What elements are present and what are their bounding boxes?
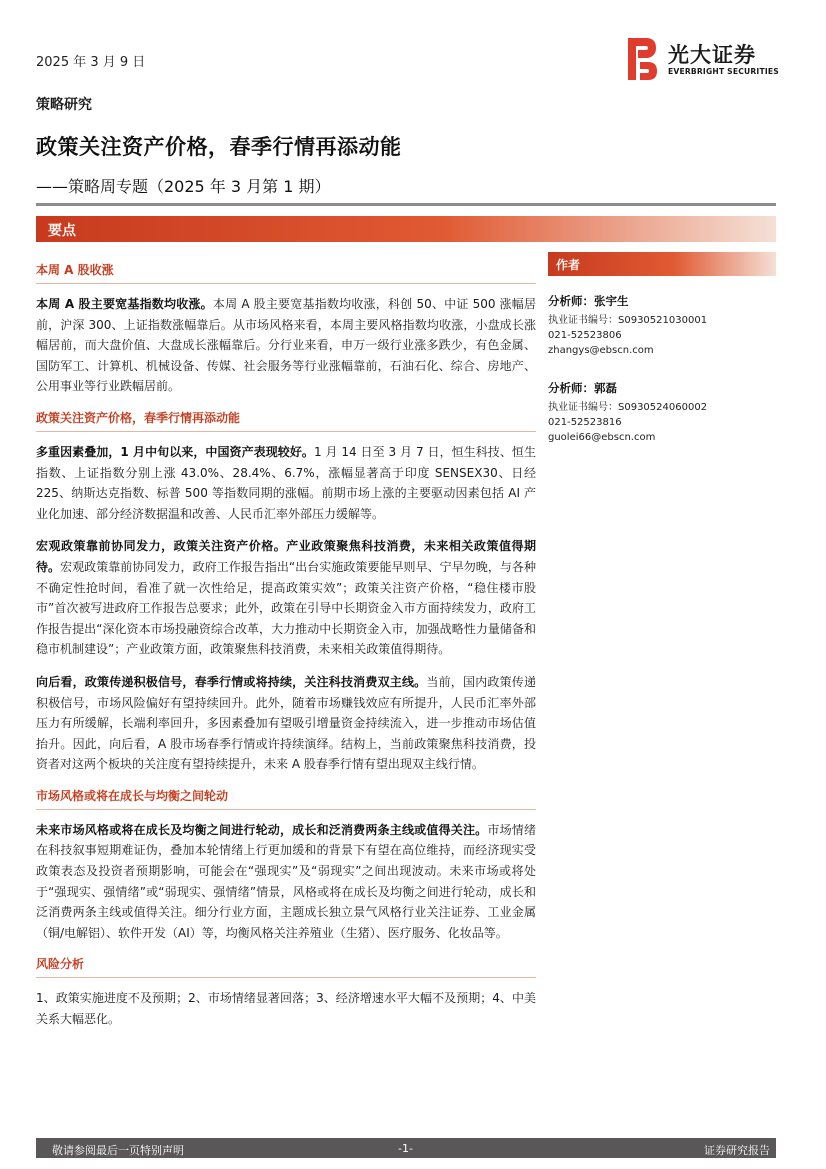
analyst-card	[548, 293, 776, 358]
section	[36, 955, 536, 1029]
section	[36, 787, 536, 944]
page-number: -1-	[398, 1142, 413, 1155]
paragraph	[36, 442, 536, 524]
report-title: 政策关注资产价格，春季行情再添动能	[36, 135, 402, 159]
section-heading: 风险分析	[36, 955, 536, 978]
analyst-email[interactable]: zhangys@ebscn.com	[548, 345, 654, 356]
analyst-name: 分析师：郭磊	[548, 381, 617, 395]
main-content	[36, 261, 536, 1042]
report-date: 2025 年 3 月 9 日	[36, 55, 146, 70]
logo-text-en: EVERBRIGHT SECURITIES	[668, 67, 779, 76]
section	[36, 261, 536, 397]
analyst-phone: 021-52523806	[548, 330, 622, 341]
author-band	[548, 252, 776, 276]
logo-text-cn: 光大证券	[668, 43, 756, 67]
summary-band-label: 要点	[48, 223, 76, 239]
company-logo	[626, 36, 786, 82]
paragraph	[36, 536, 536, 660]
page-footer	[36, 1138, 776, 1158]
analyst-license: 执业证书编号：S0930524060002	[548, 402, 708, 413]
paragraph-lead: 未来市场风格或将在成长及均衡之间进行轮动，成长和泛消费两条主线或值得关注。	[36, 822, 488, 837]
report-category: 策略研究	[36, 97, 92, 113]
paragraph	[36, 294, 536, 397]
paragraph-text: 当前，国内政策传递积极信号，市场风险偏好有望持续回升。此外，随着市场赚钱效应有所提升，人民币汇率外部压力有所缓解，长端利率回升，多因素叠加有望吸引增量资金持续流入，进一步推动市场估值抬升。因此，向后看，A 股市场春季行情或许持续演绎。结构上，当前政策聚焦科技消费，投资者对这两个板块的关注度有望持续提升，未来 A 股春季行情有望出现双主线行情。	[36, 674, 536, 772]
paragraph-text: 市场情绪在科技叙事短期难证伪，叠加本轮情绪上行更加缓和的背景下有望在高位维持，而经济现实受政策表态及投资者预期影响，可能会在“强现实”及“弱现实”之间出现波动。未来市场或将处于“强现实、强情绪”或“弱现实、强情绪”情景，风格或将在成长及均衡之间进行轮动，成长和泛消费两条主线或值得关注。细分行业方面，主题成长独立景气风格行业关注证券、工业金属（铜/电解铝）、软件开发（AI）等，均衡风格关注养殖业（生猪）、医疗服务、化妆品等。	[36, 822, 536, 940]
header-divider	[36, 203, 776, 206]
paragraph	[36, 988, 536, 1029]
section	[36, 409, 536, 775]
footer-disclaimer: 敬请参阅最后一页特别声明	[52, 1144, 184, 1157]
paragraph	[36, 820, 536, 944]
paragraph-lead: 宏观政策靠前协同发力，政策关注资产价格。产业政策聚焦科技消费，未来相关政策值得期待。	[36, 539, 536, 574]
author-band-label: 作者	[556, 258, 581, 272]
section-heading: 政策关注资产价格，春季行情再添动能	[36, 409, 536, 432]
paragraph-lead: 多重因素叠加，1 月中旬以来，中国资产表现较好。	[36, 444, 314, 459]
paragraph-lead: 本周 A 股主要宽基指数均收涨。	[36, 297, 213, 311]
report-subtitle: ——策略周专题（2025 年 3 月第 1 期）	[36, 177, 331, 196]
paragraph-text: 1、政策实施进度不及预期；2、市场情绪显著回落；3、经济增速水平大幅不及预期；4、中美关系大幅恶化。	[36, 991, 536, 1027]
everbright-logo-icon	[626, 36, 658, 82]
paragraph-text: 宏观政策靠前协同发力，政府工作报告指出“出台实施政策要能早则早、宁早勿晚，与各种不确定性抢时间，看准了就一次性给足，提高政策实效”；政策关注资产价格，“稳住楼市股市”首次被写进政府工作报告总要求；此外，政策在引导中长期资金入市方面持续发力，政府工作报告提出“深化资本市场投融资综合改革，大力推动中长期资金入市，加强战略性力量储备和稳市机制建设”；产业政策方面，政策聚焦科技消费，未来相关政策值得期待。	[36, 559, 536, 657]
summary-band	[36, 216, 776, 242]
paragraph	[36, 672, 536, 775]
analyst-email[interactable]: guolei66@ebscn.com	[548, 432, 656, 443]
paragraph-text: 本周 A 股主要宽基指数均收涨，科创 50、中证 500 涨幅居前，沪深 300、上证指数涨幅靠后。从市场风格来看，本周主要风格指数均收涨，小盘成长涨幅居前，而大盘价值、大盘成长涨幅靠后。分行业来看，申万一级行业涨多跌少，有色金属、国防军工、计算机、机械设备、传媒、社会服务等行业涨幅靠前，石油石化、综合、房地产、公用事业等行业跌幅居前。	[36, 297, 536, 394]
paragraph-lead: 向后看，政策传递积极信号，春季行情或将持续，关注科技消费双主线。	[36, 674, 427, 689]
footer-report-type: 证券研究报告	[704, 1144, 770, 1157]
analyst-card	[548, 380, 776, 445]
section-heading: 本周 A 股收涨	[36, 261, 536, 284]
author-sidebar	[548, 252, 776, 445]
paragraph-text: 1 月 14 日至 3 月 7 日，恒生科技、恒生指数、上证指数分别上涨 43.0%、28.4%、6.7%，涨幅显著高于印度 SENSEX30、日经 225、纳斯达克指数、标普 500 等指数同期的涨幅。前期市场上涨的主要驱动因素包括 AI 产业化加速、部分经济数据温和改善、人民币汇率外部压力缓解等。	[36, 444, 536, 521]
analyst-name: 分析师：张宇生	[548, 294, 629, 308]
section-heading: 市场风格或将在成长与均衡之间轮动	[36, 787, 536, 810]
analyst-license: 执业证书编号：S0930521030001	[548, 315, 708, 326]
analyst-phone: 021-52523816	[548, 417, 622, 428]
